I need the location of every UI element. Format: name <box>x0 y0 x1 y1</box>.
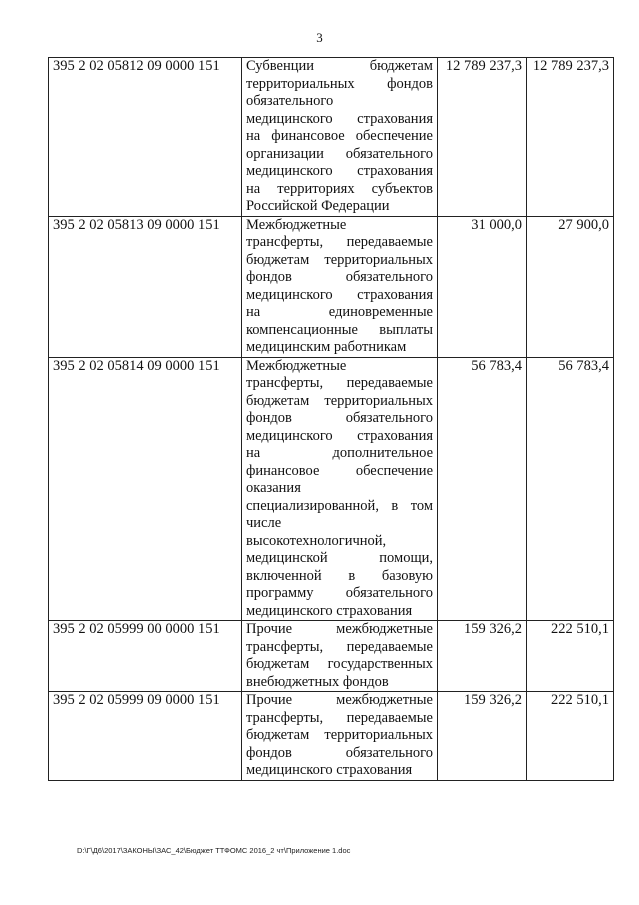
page-number: 3 <box>316 30 323 45</box>
income-name-line: организации обязательного <box>246 145 433 162</box>
budget-code-cell: 395 2 02 05814 09 0000 151 <box>49 357 242 621</box>
amount-2018-cell: 56 783,4 <box>527 357 614 621</box>
income-name-line: медицинского страхования <box>246 163 433 179</box>
income-name-line: Межбюджетные <box>246 216 347 233</box>
budget-code-cell: 395 2 02 05999 00 0000 151 <box>49 621 242 692</box>
amount-2018-cell: 222 510,1 <box>527 621 614 692</box>
income-name-line: трансферты, передаваемые <box>246 638 433 655</box>
income-name-cell <box>242 621 438 692</box>
income-name-line: фондов обязательного <box>246 744 433 761</box>
amount-2017-cell: 159 326,2 <box>438 692 527 781</box>
income-name-line: Российской Федерации <box>246 198 390 214</box>
income-name-line: Субвенции бюджетам <box>246 58 433 74</box>
table-row <box>49 692 614 781</box>
file-path-footer: D:\Г\Д6\2017\ЗАКОНЫ\ЗАС_42\Бюджет ТТФОМС 2016_2 чт\Приложение 1.doc <box>77 846 351 855</box>
income-name-line: на территориях субъектов <box>246 180 433 197</box>
income-name-line: территориальных фондов <box>246 75 433 92</box>
amount-2018-cell: 12 789 237,3 <box>527 58 614 217</box>
income-name-cell <box>242 357 438 621</box>
income-name-line: трансферты, передаваемые <box>246 709 433 726</box>
table-row <box>49 216 614 357</box>
budget-table <box>48 57 614 781</box>
income-name-line: компенсационные выплаты <box>246 321 433 338</box>
table-row <box>49 357 614 621</box>
income-name-line: Прочие межбюджетные <box>246 692 433 708</box>
income-name-line: высокотехнологичной, <box>246 532 387 549</box>
income-name-line: на дополнительное <box>246 445 433 461</box>
amount-2018-cell: 27 900,0 <box>527 216 614 357</box>
income-name-cell <box>242 216 438 357</box>
income-name-line: на финансовое обеспечение <box>246 128 433 144</box>
income-name-line: числе <box>246 515 282 531</box>
income-name-line: медицинского страхования <box>246 602 413 619</box>
income-name-line: обязательного <box>246 93 334 109</box>
income-name-line: программу обязательного <box>246 585 433 601</box>
budget-code-cell: 395 2 02 05812 09 0000 151 <box>49 58 242 217</box>
income-name-line: бюджетам территориальных <box>246 251 433 268</box>
amount-2017-cell: 31 000,0 <box>438 216 527 357</box>
income-name-line: фондов обязательного <box>246 410 433 426</box>
income-name-cell <box>242 692 438 781</box>
income-name-line: бюджетам территориальных <box>246 727 433 743</box>
amount-2017-cell: 56 783,4 <box>438 357 527 621</box>
income-name-line: финансовое обеспечение <box>246 462 433 479</box>
income-name-line: фондов обязательного <box>246 269 433 285</box>
income-name-line: бюджетам территориальных <box>246 392 433 409</box>
income-name-line: трансферты, передаваемые <box>246 375 433 391</box>
amount-2017-cell: 12 789 237,3 <box>438 58 527 217</box>
budget-table-body <box>49 58 614 781</box>
income-name-line: оказания <box>246 480 301 496</box>
income-name-line: включенной в базовую <box>246 567 433 584</box>
income-name-cell <box>242 58 438 217</box>
income-name-line: медицинского страхования <box>246 110 433 127</box>
income-name-line: бюджетам государственных <box>246 656 433 672</box>
budget-code-cell: 395 2 02 05999 09 0000 151 <box>49 692 242 781</box>
income-name-line: медицинского страхования <box>246 427 433 444</box>
amount-2017-cell: 159 326,2 <box>438 621 527 692</box>
amount-2018-cell: 222 510,1 <box>527 692 614 781</box>
income-name-line: специализированной, в том <box>246 497 433 514</box>
budget-code-cell: 395 2 02 05813 09 0000 151 <box>49 216 242 357</box>
income-name-line: медицинского страхования <box>246 762 413 778</box>
table-row <box>49 58 614 217</box>
income-name-line: Межбюджетные <box>246 357 347 374</box>
income-name-line: внебюджетных фондов <box>246 673 389 690</box>
income-name-line: медицинской помощи, <box>246 550 433 566</box>
income-name-line: на единовременные <box>246 304 433 320</box>
income-name-line: Прочие межбюджетные <box>246 621 433 637</box>
table-row <box>49 621 614 692</box>
income-name-line: трансферты, передаваемые <box>246 234 433 250</box>
income-name-line: медицинского страхования <box>246 286 433 303</box>
income-name-line: медицинским работникам <box>246 339 407 355</box>
